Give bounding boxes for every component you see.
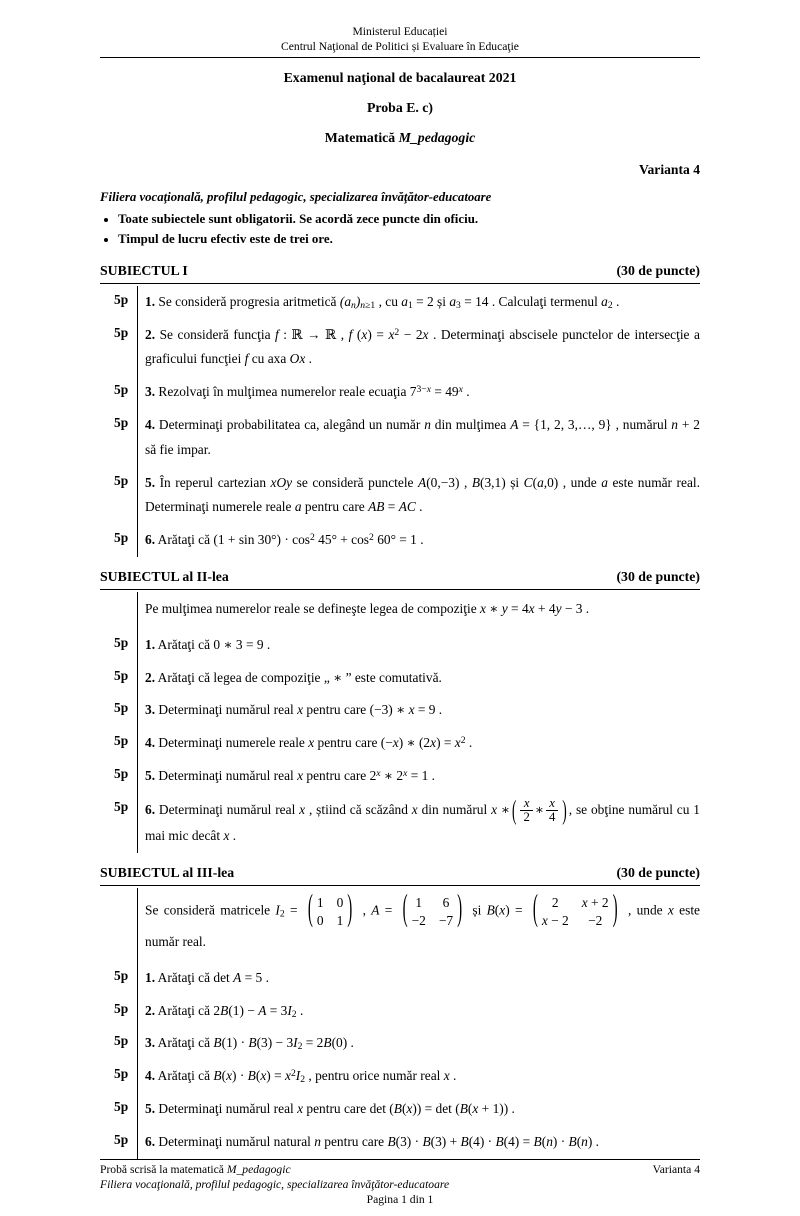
exercise-number: 3.: [145, 384, 156, 400]
exercise-number: 2.: [145, 669, 156, 685]
exercise-text: [137, 995, 700, 1028]
exercise-row: [100, 286, 700, 319]
exercise-text: [137, 1126, 700, 1159]
ministry-line2: Centrul Naţional de Politici și Evaluare în Educaţie: [100, 39, 700, 58]
points-cell: 5p: [114, 1066, 129, 1082]
section-lead-text: Se consideră matricele $I_2$ = ( 1 0 0 1 ) , A = ( 1 6 −2 −7 ) și B(x) = ( 2 x + 2 x − 2 −2 ) , unde x este număr real.: [137, 888, 700, 962]
exam-proba: Proba E. c): [366, 100, 434, 116]
section-body: [100, 888, 700, 1158]
exercise-statement: Determinaţi probabilitatea ca, alegând un număr n din mulţimea A = {1, 2, 3,…, 9} , numărul n + 2 să fie impar.: [145, 416, 700, 457]
exercise-number: 3.: [145, 702, 156, 718]
points-cell: [100, 592, 137, 629]
section: [100, 863, 700, 1158]
exercise-row: [100, 1126, 700, 1159]
exercise-number: 5.: [145, 474, 156, 490]
points-cell: [100, 888, 137, 962]
exercise-statement: Determinaţi numărul real x , știind că scăzând x din numărul x ∗ ( $\frac{x}{2}$ ∗ $\frac{x}{4}$ ) , se obţine numărul cu 1 mai mic decât x .: [145, 793, 701, 844]
footer-page-number: Pagina 1 din 1: [366, 1193, 434, 1207]
page-header: [100, 24, 700, 251]
section-title: SUBIECTUL I: [100, 262, 188, 278]
section-points: (30 de puncte): [616, 865, 700, 881]
exercise-statement: Arătaţi că 0 ∗ 3 = 9 .: [157, 636, 271, 652]
exercise-row: [100, 629, 700, 662]
section-points: (30 de puncte): [616, 568, 700, 584]
exercise-number: 2.: [145, 326, 156, 342]
section-body: [100, 592, 700, 853]
exercise-number: 2.: [145, 1002, 156, 1018]
exercise-number: 6.: [145, 801, 156, 817]
exam-subject: [100, 128, 700, 148]
exercise-text: [137, 962, 700, 995]
section: [100, 261, 700, 557]
points-cell: 5p: [114, 1131, 129, 1147]
points-cell: 5p: [114, 324, 129, 340]
exercise-number: 4.: [145, 1068, 156, 1084]
exercise-row: [100, 793, 700, 854]
section-header: [100, 863, 700, 886]
exercise-statement: Determinaţi numărul real x pentru care (−3) ∗ x = 9 .: [158, 702, 443, 718]
exercise-text: [137, 1060, 700, 1093]
exercise-text: [137, 1027, 700, 1060]
points-cell: 5p: [114, 733, 129, 749]
exercise-row: [100, 409, 700, 467]
sections-container: [100, 251, 700, 1159]
footer-variant: Varianta 4: [652, 1162, 700, 1176]
exercise-number: 1.: [145, 293, 156, 309]
exercise-statement: Arătaţi că $2B(1) - A = 3I_2$ .: [157, 1002, 304, 1020]
section-header: [100, 261, 700, 284]
exercise-row: [100, 995, 700, 1028]
exercise-row: [100, 727, 700, 760]
points-cell: 5p: [114, 472, 129, 488]
points-cell: 5p: [114, 967, 129, 983]
section-points: (30 de puncte): [616, 262, 700, 278]
section-header: [100, 567, 700, 590]
exercise-row: [100, 467, 700, 525]
exercise-statement: În reperul cartezian xOy se consideră punctele A(0,−3) , B(3,1) și C(a,0) , unde a este număr real. Determinaţi numerele reale a pentru care AB = AC .: [145, 474, 700, 515]
exercise-number: 1.: [145, 969, 156, 985]
exercise-row: [100, 962, 700, 995]
exercise-text: [137, 286, 700, 319]
section: [100, 567, 700, 853]
exercise-statement: Rezolvaţi în mulţimea numerelor reale ecuaţia $7^{3-x} = 49^x$ .: [158, 384, 470, 400]
exercise-number: 6.: [145, 1133, 156, 1149]
exercise-text: [137, 376, 700, 409]
exercise-statement: Determinaţi numărul natural n pentru care B(3) · B(3) + B(4) · B(4) = B(n) · B(n) .: [158, 1133, 600, 1149]
exercise-row: [100, 662, 700, 695]
exercise-number: 5.: [145, 1101, 156, 1117]
points-cell: 5p: [114, 530, 129, 546]
exercise-statement: Arătaţi că $(1 + \sin 30^\circ) \cdot \cos^2 45^\circ + \cos^2 60^\circ = 1$ .: [157, 532, 424, 548]
exercise-statement: Arătaţi că $B(x) \cdot B(x) = x^2I_2$ , pentru orice număr real x .: [157, 1068, 457, 1086]
section-title: SUBIECTUL al II-lea: [100, 568, 229, 584]
section-lead-row: [100, 592, 700, 629]
variant-label: Varianta 4: [638, 162, 700, 178]
points-cell: 5p: [114, 798, 129, 814]
exercise-text: [137, 793, 700, 854]
exercise-number: 1.: [145, 636, 156, 652]
exercise-text: [137, 319, 700, 377]
ministry-line1: Ministerul Educației: [352, 25, 448, 38]
exam-subject-prefix: Matematică: [324, 130, 399, 146]
footer-subject-name: M_pedagogic: [226, 1162, 291, 1176]
exam-title: Examenul naţional de bacalaureat 2021: [283, 70, 517, 86]
exercise-statement: Determinaţi numerele reale x pentru care (−x) ∗ $(2x) = x^2$ .: [158, 735, 473, 751]
exercise-number: 4.: [145, 735, 156, 751]
points-cell: 5p: [114, 667, 129, 683]
exercise-text: [137, 629, 700, 662]
exercise-row: [100, 1093, 700, 1126]
page-footer: [100, 1159, 700, 1208]
points-cell: 5p: [114, 700, 129, 716]
exercise-text: [137, 524, 700, 557]
exercise-text: [137, 1093, 700, 1126]
footer-proba: Probă scrisă la matematică M_pedagogic: [100, 1162, 291, 1176]
section-lead-text: Pe mulţimea numerelor reale se defineşte legea de compoziţie x ∗ y = 4x + 4y − 3 .: [137, 592, 700, 629]
exercise-statement: Arătaţi că det A = 5 .: [157, 969, 269, 985]
exercise-row: [100, 319, 700, 377]
exercise-row: [100, 376, 700, 409]
exercise-text: [137, 409, 700, 467]
points-cell: 5p: [114, 1099, 129, 1115]
points-cell: 5p: [114, 634, 129, 650]
exercise-number: 5.: [145, 767, 156, 783]
points-cell: 5p: [114, 414, 129, 430]
exercise-text: [137, 760, 700, 793]
points-cell: 5p: [114, 1033, 129, 1049]
instruction-item: • Timpul de lucru efectiv este de trei ore.: [118, 230, 700, 249]
exercise-statement: Se consideră progresia aritmetică $(a_n)_{n\ge 1}$ , cu $a_1 = 2$ și $a_3 = 14$ . Calculaţi termenul $a_2$ .: [158, 293, 620, 311]
exercise-number: 6.: [145, 532, 156, 548]
points-cell: 5p: [114, 291, 129, 307]
exercise-statement: Arătaţi că $B(1) \cdot B(3) - 3I_2 = 2B(0)$ .: [157, 1035, 354, 1053]
exercise-number: 3.: [145, 1035, 156, 1051]
filiera-line: Filiera vocaţională, profilul pedagogic, specializarea învăţător-educatoare: [100, 189, 492, 204]
exercise-row: [100, 1060, 700, 1093]
points-cell: 5p: [114, 382, 129, 398]
exercise-text: [137, 467, 700, 525]
exercise-statement: Se consideră funcţia f : ℝ → ℝ , f $(x) = x^2 - 2x$ . Determinaţi abscisele punctelor de intersecţie a graficului funcţiei f cu axa Ox .: [145, 326, 700, 367]
exercise-text: [137, 662, 700, 695]
footer-filiera: Filiera vocaţională, profilul pedagogic, specializarea învăţător-educatoare: [100, 1177, 450, 1191]
exercise-text: [137, 694, 700, 727]
points-cell: 5p: [114, 765, 129, 781]
exercise-row: [100, 1027, 700, 1060]
exercise-statement: Determinaţi numărul real x pentru care 2$^x$ ∗ $2^x = 1$ .: [158, 767, 435, 783]
exercise-text: [137, 727, 700, 760]
points-cell: 5p: [114, 1000, 129, 1016]
section-body: [100, 286, 700, 557]
exercise-number: 4.: [145, 416, 156, 432]
exercise-statement: Arătaţi că legea de compoziţie „ ∗ ” este comutativă.: [157, 669, 442, 685]
section-lead-row: [100, 888, 700, 962]
exam-subject-name: M_pedagogic: [398, 130, 476, 146]
exercise-statement: Determinaţi numărul real x pentru care det (B(x)) = det (B(x + 1)) .: [158, 1101, 515, 1117]
section-title: SUBIECTUL al III-lea: [100, 865, 235, 881]
instructions-list: [100, 210, 700, 248]
exercise-row: [100, 760, 700, 793]
exercise-row: [100, 694, 700, 727]
instruction-item: • Toate subiectele sunt obligatorii. Se acordă zece puncte din oficiu.: [118, 210, 700, 229]
exercise-row: [100, 524, 700, 557]
